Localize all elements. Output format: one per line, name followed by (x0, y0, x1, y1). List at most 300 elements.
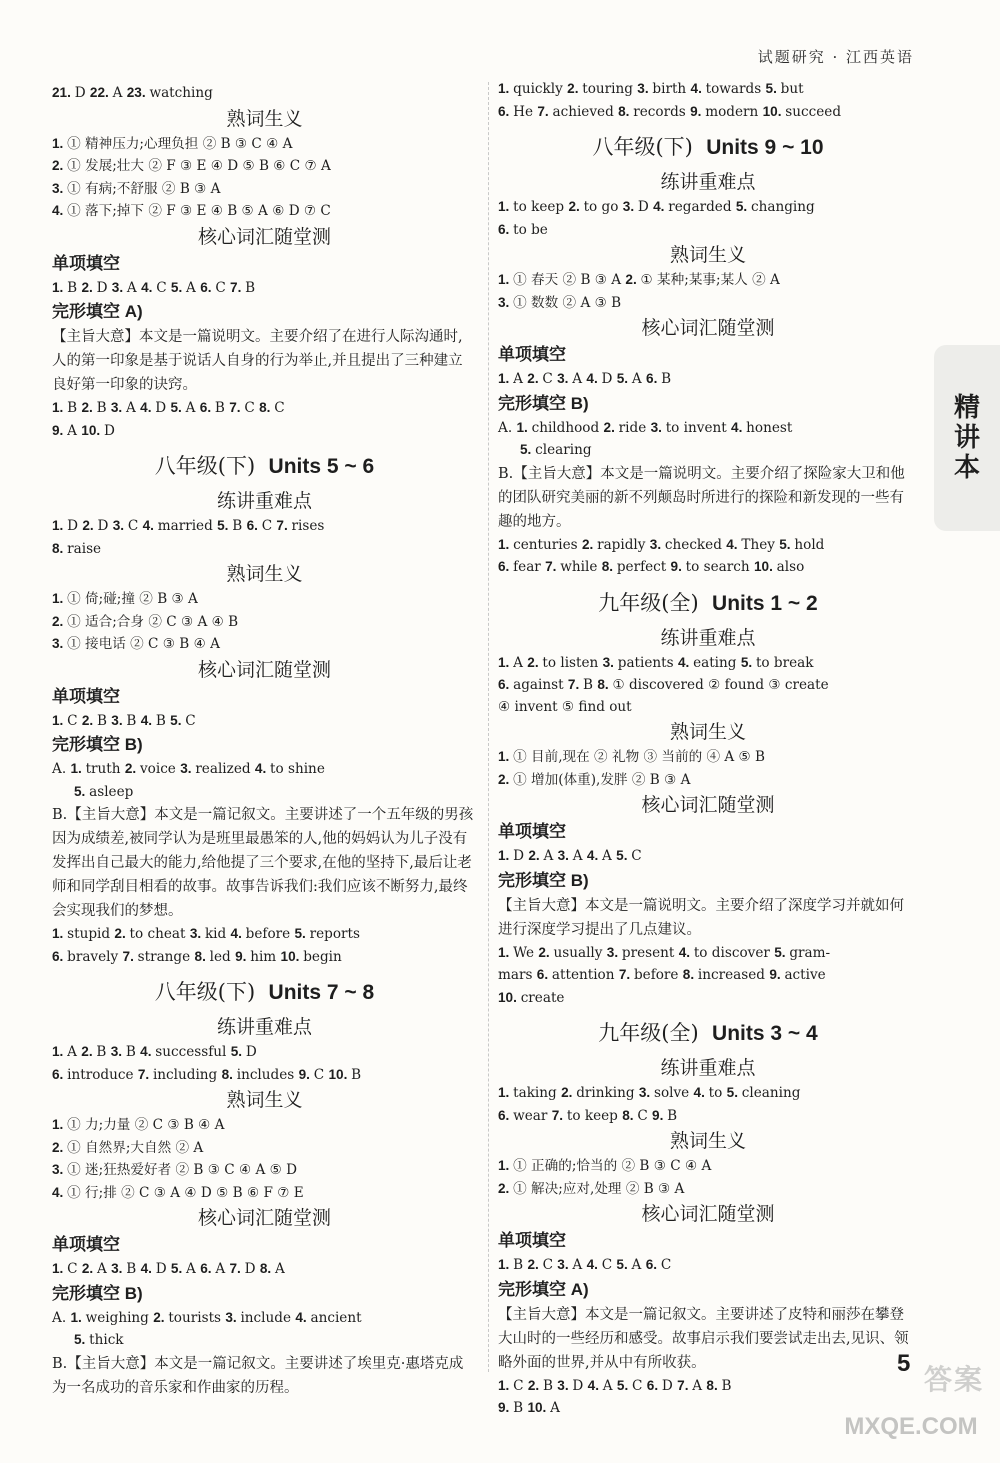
question-number: 3. (602, 654, 618, 670)
question-number: 4. (141, 279, 157, 295)
question-number: 5. (779, 536, 795, 552)
answer-line (52, 1307, 477, 1330)
question-number: 8. (597, 677, 613, 692)
answer-text: A (186, 1261, 201, 1277)
question-number: 3. (557, 1257, 573, 1272)
question-number: 4. (731, 419, 747, 435)
answer-text: childhood (531, 419, 604, 436)
answer-text: A. (52, 1309, 71, 1326)
answer-text: ① 倚;碰;撞 ② B ③ A (67, 591, 198, 607)
answer-line (498, 292, 918, 315)
answer-text: eating (693, 654, 741, 671)
answer-text: truth (85, 761, 125, 777)
answer-text: to break (755, 654, 814, 671)
question-number: 2. (498, 771, 514, 787)
answer-text: A (67, 1044, 82, 1060)
answer-line (52, 946, 477, 969)
answer-text: A (692, 1377, 707, 1394)
question-number: 2. (153, 1309, 169, 1325)
answer-text: B (232, 518, 247, 534)
answer-text: C (274, 400, 285, 416)
answer-text: weighing (85, 1309, 154, 1326)
svg-text:MXQE.COM: MXQE.COM (844, 1413, 978, 1440)
answer-text: ① 正确的;恰当的 ② B ③ C ④ A (513, 1158, 712, 1174)
answer-line (498, 1178, 918, 1201)
answer-text: D (245, 1044, 257, 1060)
answer-text: patients (617, 654, 678, 671)
answer-text: rises (291, 518, 325, 534)
question-number: 2. (114, 926, 130, 941)
answer-line (52, 611, 477, 634)
answer-text: increased (697, 967, 770, 983)
answer-text: modern (705, 103, 763, 120)
summary-paragraph: B.【主旨大意】本文是一篇记叙文。主要讲述了埃里克·惠塔克成为一名成功的音乐家和作曲家的历程。 (52, 1355, 464, 1396)
answer-text: centuries (513, 536, 582, 553)
watermark-logo: 答案 (923, 1363, 984, 1396)
answer-text: C (542, 1257, 558, 1273)
question-number: 6. (498, 559, 514, 574)
question-number: 7. (229, 1261, 245, 1276)
units-label: Units 7 ~ 8 (268, 981, 375, 1004)
question-number: 7. (551, 1107, 567, 1123)
answer-text: reports (309, 926, 360, 942)
answer-text: taking (513, 1085, 562, 1101)
subsection-heading: 完形填空 B) (498, 870, 589, 890)
answer-text: D (601, 371, 617, 387)
question-number: 3. (638, 1085, 654, 1100)
answer-text: successful (155, 1044, 231, 1060)
subsection-heading: 单项填空 (52, 1235, 120, 1254)
side-tab-char: 讲 (953, 423, 980, 453)
answer-text: A. (498, 419, 517, 436)
question-number: 10. (81, 422, 104, 438)
question-number: 1. (498, 654, 514, 670)
question-number: 2. (81, 400, 97, 415)
question-number: 2. (81, 1261, 97, 1276)
unit-heading (498, 583, 918, 624)
question-number: 4. (140, 400, 156, 415)
question-number: 4. (586, 371, 602, 386)
answer-text: to (708, 1085, 727, 1101)
summary-paragraph: 【主旨大意】本文是一篇说明文。主要介绍了在进行人际沟通时,人的第一印象是基于说话人自身的行为举止,并且提出了三种建立良好第一印象的诀窍。 (52, 329, 463, 393)
answer-line (498, 101, 918, 124)
section-heading: 核心词汇随堂测 (197, 225, 331, 248)
answer-line (52, 1329, 477, 1352)
answer-text: D (572, 1377, 588, 1394)
question-number: 5. (616, 1257, 632, 1272)
question-number: 2. (581, 536, 598, 552)
answer-text: D (637, 199, 654, 215)
answer-line (498, 652, 918, 675)
question-number: 2. (52, 1139, 68, 1155)
question-number: 1. (498, 1158, 514, 1173)
section-heading: 核心词汇随堂测 (641, 794, 775, 816)
subsection-heading: 单项填空 (498, 1231, 566, 1250)
question-number: 4. (52, 203, 68, 218)
question-number: 9. (652, 1107, 668, 1123)
question-number: 5. (170, 712, 186, 728)
answer-text: to discover (693, 944, 775, 961)
subsection-heading: 单项填空 (498, 822, 566, 841)
question-number: 6. (536, 967, 552, 982)
answer-text: C (156, 279, 171, 296)
answer-line (52, 633, 477, 656)
answer-text: C (601, 1257, 617, 1273)
question-number: 4. (140, 1044, 156, 1059)
answer-text: ① 数数 ② A ③ B (513, 294, 622, 311)
answer-text: D (661, 1377, 678, 1394)
answer-text: changing (751, 199, 815, 215)
question-number: 6. (498, 103, 514, 119)
side-tab-char: 精 (953, 393, 980, 423)
answer-text: to be (513, 221, 548, 238)
section-heading: 核心词汇随堂测 (641, 317, 775, 339)
question-number: 1. (52, 712, 68, 728)
question-number: 8. (52, 540, 68, 556)
answer-text: ① 精神压力;心理负担 ② B ③ C ④ A (67, 135, 293, 152)
answer-text: while (560, 559, 602, 575)
question-number: 4. (230, 926, 246, 941)
grade-label: 九年级(全) (598, 590, 699, 615)
question-number: 5. (170, 279, 187, 295)
answer-line (52, 588, 477, 611)
answer-line (498, 534, 918, 557)
question-number: 6. (52, 948, 68, 964)
question-number: 9. (298, 1066, 314, 1082)
answer-text: honest (746, 419, 793, 436)
question-number: 1. (52, 1261, 68, 1276)
question-number: 1. (52, 279, 68, 295)
answer-text: includes (236, 1066, 299, 1083)
answer-text: also (776, 559, 805, 575)
answer-line (498, 987, 918, 1010)
question-number: 7. (229, 400, 245, 415)
answer-text: ④ invent ⑤ find out (498, 698, 632, 715)
unit-heading (52, 446, 477, 487)
side-tab-char: 本 (953, 453, 980, 483)
question-number: 21. (52, 85, 75, 100)
question-number: 1. (52, 518, 68, 533)
question-number: 4. (677, 654, 694, 670)
answer-text: D (96, 279, 112, 296)
unit-heading (52, 972, 477, 1013)
question-number: 9. (235, 948, 251, 964)
section-heading: 熟词生义 (226, 563, 303, 585)
answer-line (52, 923, 477, 946)
answer-text: He (513, 103, 538, 120)
answer-line (498, 845, 918, 868)
question-number: 3. (111, 1261, 127, 1276)
subsection-heading: 单项填空 (52, 686, 120, 706)
answer-text: C (67, 712, 82, 729)
answer-text: active (784, 967, 826, 983)
answer-text: strange (137, 948, 195, 965)
answer-text: B (67, 279, 82, 296)
question-number: 2. (82, 518, 98, 533)
answer-text: ① 落下;掉下 ② F ③ E ④ B ⑤ A ⑥ D ⑦ C (67, 203, 331, 219)
question-number: 5. (774, 944, 790, 960)
answer-line (498, 556, 918, 579)
answer-text: A (274, 1261, 285, 1277)
summary-paragraph: 【主旨大意】本文是一篇说明文。主要介绍了深度学习并就如何进行深度学习提出了几点建议。 (498, 897, 904, 938)
subsection-heading: 单项填空 (498, 345, 566, 364)
question-number: 1. (70, 761, 86, 776)
answer-line (498, 1105, 918, 1128)
answer-line (52, 277, 477, 300)
answer-text: records (633, 103, 691, 120)
question-number: 6. (498, 221, 514, 237)
answer-text: B (542, 1377, 558, 1394)
question-number: 8. (221, 1066, 237, 1082)
grade-label: 九年级(全) (598, 1021, 699, 1045)
question-number: 2. (568, 199, 584, 214)
answer-text: before (245, 926, 295, 942)
answer-line (52, 1041, 477, 1064)
running-header: 试题研究 · 江西英语 (757, 48, 914, 66)
question-number: 1. (498, 944, 514, 960)
answer-text: include (240, 1309, 296, 1326)
question-number: 2. (124, 761, 140, 776)
answer-line (52, 200, 477, 223)
question-number: 3. (110, 1044, 126, 1059)
question-number: 8. (259, 400, 275, 415)
answer-text: ① 行;排 ② C ③ A ④ D ⑤ B ⑥ F ⑦ E (67, 1184, 304, 1201)
answer-text: B (351, 1066, 362, 1083)
summary-paragraph: 【主旨大意】本文是一篇记叙文。主要讲述了皮特和丽莎在攀登大山时的一些经历和感受。故事启示我们要尝试走出去,见识、领略外面的世界,并从中有所收获。 (498, 1306, 909, 1371)
question-number: 4. (586, 1257, 602, 1272)
answer-line (52, 710, 477, 733)
answer-text: B (513, 1257, 528, 1273)
answer-text: introduce (67, 1066, 138, 1083)
question-number: 9. (690, 103, 706, 119)
question-number: 3. (637, 81, 653, 96)
question-number: 5. (616, 848, 632, 863)
answer-text: create (520, 989, 565, 1006)
question-number: 6. (645, 1257, 661, 1272)
answer-text: attention (551, 967, 619, 983)
answer-text: to keep (513, 199, 569, 215)
answer-line (52, 781, 477, 804)
question-number: 4. (295, 1309, 311, 1325)
answer-text: rapidly (597, 536, 650, 553)
answer-line (52, 133, 477, 156)
question-number: 6. (200, 1261, 216, 1276)
answer-line (498, 769, 918, 792)
answer-text: A (572, 371, 587, 387)
question-number: 7. (137, 1066, 153, 1082)
answer-text: A (126, 279, 142, 296)
question-number: 7. (230, 279, 246, 295)
question-number: 2. (81, 1044, 97, 1059)
answer-text: A (550, 1400, 560, 1416)
left-column (52, 82, 477, 1400)
question-number: 7. (567, 677, 584, 692)
answer-line (52, 420, 477, 443)
units-label: Units 3 ~ 4 (712, 1022, 818, 1045)
question-number: 6. (52, 1066, 68, 1082)
answer-text: kid (204, 926, 231, 942)
answer-text: C (660, 1257, 672, 1273)
answer-text: ① 解决;应对,处理 ② B ③ A (513, 1180, 685, 1197)
units-label: Units 1 ~ 2 (712, 591, 818, 615)
question-number: 4. (726, 536, 742, 552)
question-number: 3. (606, 944, 622, 960)
answer-text: B (513, 1400, 528, 1416)
question-number: 4. (678, 944, 694, 960)
question-number: 6. (498, 677, 514, 692)
question-number: 2. (561, 1085, 577, 1100)
question-number: 3. (52, 1162, 68, 1177)
subsection-heading: 单项填空 (52, 253, 120, 273)
question-number: 9. (498, 1400, 514, 1415)
question-number: 3. (649, 536, 665, 552)
answer-text: D (103, 422, 115, 439)
question-number: 9. (52, 422, 68, 438)
question-number: 5. (74, 1332, 90, 1347)
summary-paragraph: B.【主旨大意】本文是一篇记叙文。主要讲述了一个五年级的男孩因为成绩差,被同学认为是班里最愚笨的人,他的妈妈认为儿子没有发挥出自己最大的能力,给他提了三个要求,在他的坚持下,最后让老师和同学刮目相看的故事。故事告诉我们:我们应该不断努力,最终会实现我们的梦想。 (52, 807, 474, 919)
answer-text: ① 力;力量 ② C ③ B ④ A (67, 1117, 225, 1133)
question-number: 2. (81, 712, 97, 728)
question-number: 3. (52, 180, 68, 196)
answer-text: B (661, 371, 672, 387)
answer-text: to search (685, 559, 754, 575)
answer-text: ① 某种;某事;某人 ② A (640, 272, 780, 288)
answer-text: A (602, 848, 617, 864)
question-number: 3. (111, 712, 127, 728)
question-number: 5. (294, 926, 310, 941)
side-tab-jingjiangben (934, 345, 1000, 531)
subsection-heading: 完形填空 B) (52, 735, 143, 754)
question-number: 2. (527, 371, 543, 386)
answer-line (52, 758, 477, 781)
question-number: 2. (603, 419, 619, 435)
answer-text: but (780, 81, 804, 97)
question-number: 4. (52, 1184, 68, 1200)
question-number: 6. (200, 279, 216, 295)
section-heading: 练讲重难点 (660, 626, 756, 649)
answer-text: raise (67, 540, 102, 557)
answer-line (52, 82, 477, 105)
question-number: 10. (753, 559, 777, 574)
question-number: 4. (690, 81, 706, 96)
answer-text: regarded (668, 199, 736, 215)
answer-line (498, 1082, 918, 1105)
question-number: 2. (567, 81, 583, 96)
question-number: 8. (194, 948, 210, 964)
question-number: 2. (527, 654, 543, 670)
watermark (838, 1398, 984, 1450)
answer-text: B (96, 712, 112, 729)
question-number: 4. (653, 199, 669, 214)
answer-text: B (126, 1261, 141, 1277)
question-number: 1. (498, 81, 514, 96)
answer-text: drinking (576, 1085, 639, 1101)
answer-text: ① discovered ② found ③ create (612, 677, 829, 693)
answer-line (52, 1064, 477, 1087)
question-number: 3. (111, 279, 127, 295)
answer-text: ancient (310, 1309, 362, 1326)
answer-text: tourists (168, 1309, 226, 1326)
question-number: 1. (52, 400, 68, 415)
answer-line (498, 697, 918, 719)
answer-text: A (186, 279, 201, 296)
question-number: 1. (498, 536, 514, 552)
subsection-heading: 完形填空 A) (52, 302, 143, 321)
question-number: 3. (180, 761, 196, 776)
question-number: 2. (527, 1377, 543, 1393)
question-number: 1. (52, 591, 68, 606)
answer-line (52, 515, 477, 538)
answer-text: ① 接电话 ② C ③ B ④ A (67, 636, 220, 652)
answer-text: B (155, 712, 171, 729)
answer-text: D (244, 1261, 260, 1277)
units-label: Units 5 ~ 6 (268, 455, 375, 478)
answer-text: A (126, 400, 141, 416)
answer-text: ① 目前,现在 ② 礼物 ③ 当前的 ④ A ⑤ B (513, 749, 766, 765)
question-number: 2. (625, 272, 641, 287)
question-number: 1. (52, 135, 68, 151)
answer-text: A (215, 1261, 230, 1277)
question-number: 5. (230, 1044, 246, 1059)
answer-text: B (126, 712, 141, 729)
answer-text: C (513, 1377, 528, 1394)
answer-text: C (313, 1066, 329, 1083)
answer-text: ride (618, 419, 651, 436)
answer-line (52, 1182, 477, 1205)
question-number: 3. (557, 1377, 573, 1393)
question-number: 7. (618, 967, 634, 982)
column-divider (488, 82, 489, 1372)
question-number: 5. (726, 1085, 742, 1100)
answer-text: clearing (535, 442, 592, 458)
answer-text: bravely (67, 948, 123, 965)
question-number: 5. (217, 518, 233, 533)
question-number: 4. (587, 1377, 603, 1393)
answer-line (498, 1375, 918, 1398)
question-number: 10. (527, 1400, 551, 1415)
answer-text: B (667, 1107, 678, 1124)
question-number: 1. (70, 1309, 86, 1325)
answer-line (498, 746, 918, 769)
question-number: 1. (498, 1377, 514, 1393)
answer-text: checked (664, 536, 727, 553)
question-number: 2. (527, 1257, 543, 1272)
question-number: 6. (646, 1377, 662, 1393)
answer-text: A (67, 422, 82, 439)
answer-text: stupid (67, 926, 115, 942)
question-number: 7. (537, 103, 553, 119)
question-number: 3. (189, 926, 205, 941)
answer-text: against (513, 677, 568, 693)
question-number: 2. (81, 279, 97, 295)
section-heading: 核心词汇随堂测 (197, 1207, 331, 1229)
answer-text: to go (583, 199, 623, 215)
answer-text: him (250, 948, 281, 965)
question-number: 1. (498, 199, 514, 214)
question-number: 10. (328, 1066, 352, 1082)
answer-text: A (513, 654, 528, 671)
question-number: 3. (225, 1309, 241, 1325)
answer-text: C (67, 1261, 82, 1277)
answer-text: ① 增加(体重),发胖 ② B ③ A (513, 771, 691, 788)
answer-text: succeed (785, 103, 842, 120)
question-number: 3. (112, 518, 128, 533)
answer-line (52, 397, 477, 420)
answer-text: A (602, 1377, 617, 1394)
answer-text: B (214, 400, 230, 416)
answer-text: ① 迷;狂热爱好者 ② B ③ C ④ A ⑤ D (67, 1162, 298, 1178)
grade-label: 八年级(下) (592, 135, 693, 159)
